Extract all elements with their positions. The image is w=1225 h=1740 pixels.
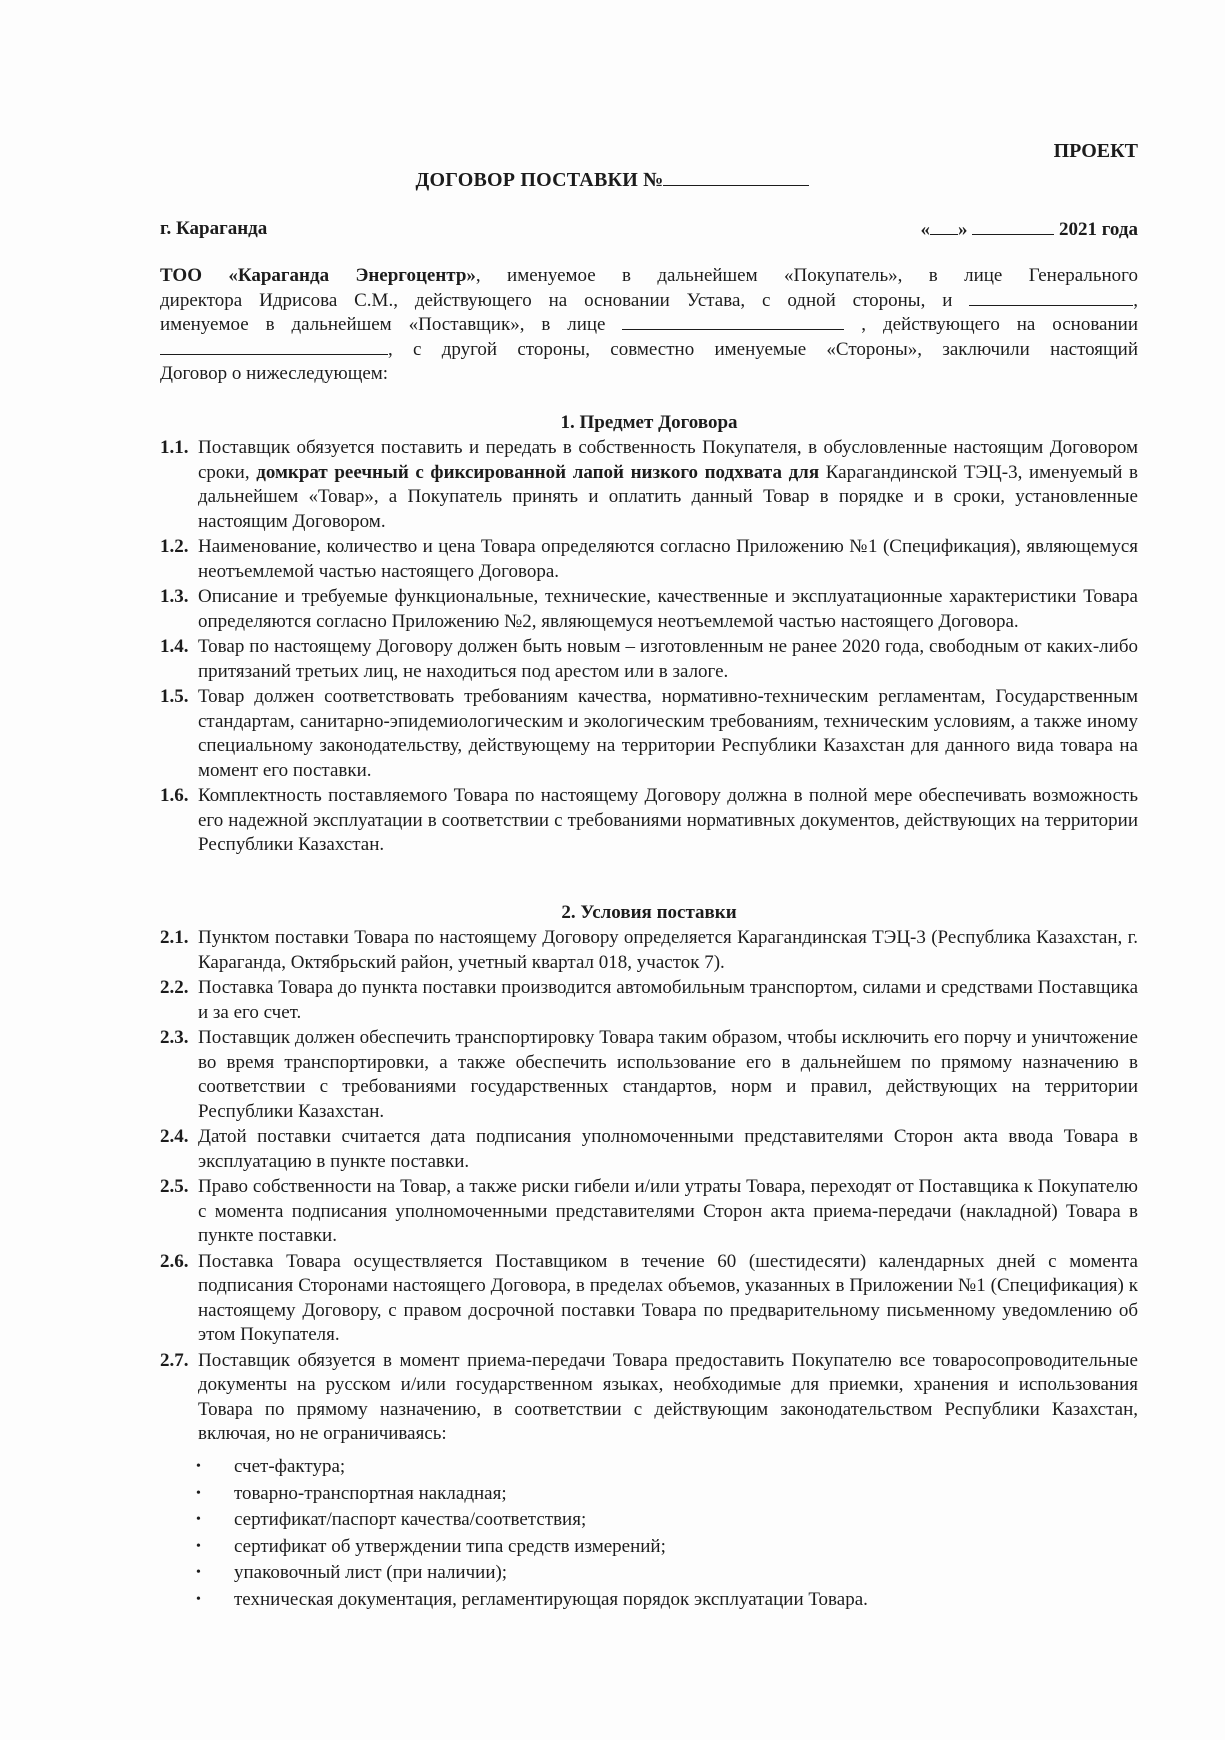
- clause-text: [198, 784, 1138, 858]
- clause-number: 2.4.: [160, 1126, 189, 1147]
- intro-text-3b: , действующего на основании: [861, 314, 1138, 335]
- clause-text-part: Товар по настоящему Договору должен быть новым – изготовленным не ранее 2020 года, свободным от каких-либо притязаний третьих лиц, не находиться под арестом или в залоге.: [198, 636, 1138, 682]
- clause-1-2: [160, 535, 1138, 584]
- draft-label: ПРОЕКТ: [1053, 140, 1138, 162]
- intro-text-4: , с другой стороны, совместно именуемые «Стороны», заключили настоящий: [388, 338, 1138, 360]
- day-blank: [930, 218, 958, 235]
- bullet-icon: •: [196, 1538, 201, 1554]
- clause-1-4: [160, 635, 1138, 684]
- clause-number: 1.4.: [160, 636, 189, 657]
- clause-2-3: [160, 1026, 1138, 1124]
- intro-comma: ,: [1133, 289, 1138, 311]
- date-year: 2021 года: [1059, 219, 1138, 240]
- intro-line-1: [160, 264, 1138, 289]
- clause-number: 1.6.: [160, 785, 189, 806]
- clause-2-7: [160, 1349, 1138, 1447]
- buyer-name: ТОО «Караганда Энергоцентр»: [160, 265, 476, 286]
- intro-paragraph: [160, 264, 1138, 387]
- contract-number-blank: [663, 167, 809, 186]
- intro-line-2: [160, 289, 1138, 314]
- document-title-text: ДОГОВОР ПОСТАВКИ №: [415, 169, 664, 191]
- date-quote-close: »: [958, 219, 968, 240]
- intro-text-3a: именуемое в дальнейшем «Поставщик», в лице: [160, 314, 606, 335]
- document-title: [0, 167, 1225, 192]
- section-2-title: 2. Условия поставки: [561, 902, 737, 923]
- clause-text: Поставщик обязуется в момент приема-передачи Товара предоставить Покупателю все товаросопроводительные документы на русском и/или государственном языках, необходимые для приемки, хранения и использования Товара по прямому назначению, в соответствии с действующим законодательством Республики Казахстан, включая, но не ограничиваясь:: [198, 1349, 1138, 1444]
- section-1-clauses: [160, 436, 1138, 859]
- clause-1-6: [160, 784, 1138, 858]
- clause-1-1: [160, 436, 1138, 534]
- date-field: [921, 218, 1138, 241]
- list-item-text: упаковочный лист (при наличии);: [234, 1562, 508, 1583]
- clause-text-part: Поставщик обязуется поставить и передать в собственность Покупателя, в обусловленные настоящим Договором сроки,: [198, 437, 1138, 483]
- clause-text-bold: домкрат реечный с фиксированной лапой низкого подхвата для: [256, 461, 820, 483]
- list-item-text: счет-фактура;: [234, 1456, 346, 1477]
- intro-line-4: [160, 338, 1138, 363]
- intro-line-3: [160, 313, 1138, 338]
- section-1-title: 1. Предмет Договора: [560, 412, 738, 433]
- clause-number: 2.3.: [160, 1027, 189, 1048]
- clause-number: 2.1.: [160, 927, 189, 948]
- clause-text: [198, 535, 1138, 584]
- list-item: [196, 1507, 1136, 1534]
- bullet-icon: •: [196, 1459, 201, 1474]
- documents-list: [196, 1454, 1136, 1613]
- clause-text: Датой поставки считается дата подписания уполномоченными представителями Сторон акта ввода Товара в эксплуатацию в пункте поставки.: [198, 1126, 1138, 1172]
- clause-number: 2.6.: [160, 1250, 189, 1272]
- bullet-icon: •: [196, 1591, 201, 1607]
- list-item: [196, 1454, 1136, 1481]
- clause-2-1: [160, 926, 1138, 975]
- intro-text-1: , именуемое в дальнейшем «Покупатель», в лице Генерального: [475, 265, 1138, 286]
- clause-text: [198, 585, 1138, 634]
- date-quote-open: «: [920, 219, 931, 240]
- clause-2-2: [160, 976, 1138, 1025]
- clause-text: [198, 635, 1138, 684]
- list-item-text: товарно-транспортная накладная;: [234, 1482, 507, 1504]
- clause-text: Поставка Товара до пункта поставки производится автомобильным транспортом, силами и средствами Поставщика и за его счет.: [198, 977, 1138, 1023]
- clause-text-part: Наименование, количество и цена Товара определяются согласно Приложению №1 (Спецификация), являющемуся неотъемлемой частью настоящего Договора.: [198, 536, 1138, 582]
- list-item: [196, 1481, 1136, 1508]
- clause-text: Поставка Товара осуществляется Поставщиком в течение 60 (шестидесяти) календарных дней с момента подписания Сторонами настоящего Договора, в пределах объемов, указанных в Приложении №1 (Спецификация) к настоящему Договору, с правом досрочной поставки Товара по предварительному письменному уведомлению об этом Покупателя.: [198, 1250, 1138, 1345]
- clause-number: 2.7.: [160, 1349, 189, 1371]
- city-date-row: [160, 218, 1138, 241]
- list-item: [196, 1534, 1136, 1561]
- clause-1-3: [160, 585, 1138, 634]
- supplier-name-blank: [969, 289, 1133, 306]
- clause-text: Право собственности на Товар, а также риски гибели и/или утраты Товара, переходят от Поставщика к Покупателю с момента подписания уполномоченными представителями Сторон акта приема-передачи (накладной) Товара в пункте поставки.: [198, 1176, 1138, 1246]
- representative-blank: [622, 313, 844, 330]
- list-item-text: сертификат об утверждении типа средств измерений;: [234, 1535, 666, 1557]
- list-item-text: сертификат/паспорт качества/соответствия;: [234, 1509, 587, 1530]
- clause-text: [198, 436, 1138, 534]
- list-item-text: техническая документация, регламентирующая порядок эксплуатации Товара.: [234, 1588, 868, 1610]
- basis-blank: [160, 338, 388, 355]
- clause-1-5: [160, 685, 1138, 783]
- list-item: [196, 1587, 1136, 1614]
- clause-text-part: Товар должен соответствовать требованиям качества, нормативно-техническим регламентам, Государственным стандартам, санитарно-эпидемиологическим и экологическим требованиям, техническим условиям, а также иному специальному законодательству, действующему на территории Республики Казахстан для данного вида товара на момент его поставки.: [198, 686, 1138, 781]
- city: г. Караганда: [160, 218, 268, 239]
- clause-number: 2.2.: [160, 977, 189, 998]
- clause-number: 1.3.: [160, 586, 189, 607]
- intro-text-2: директора Идрисова С.М., действующего на основании Устава, с одной стороны, и: [160, 289, 953, 311]
- section-2-clauses: [160, 926, 1138, 1448]
- bullet-icon: •: [196, 1485, 201, 1501]
- clause-number: 1.5.: [160, 686, 189, 707]
- clause-text: Поставщик должен обеспечить транспортировку Товара таким образом, чтобы исключить его порчу и уничтожение во время транспортировки, а также обеспечить использование его в дальнейшем по прямому назначению в соответствии с требованиями государственных стандартов, норм и правил, действующих на территории Республики Казахстан.: [198, 1027, 1138, 1122]
- clause-text-part: Карагандинской ТЭЦ-3, именуемый в дальнейшем «Товар», а Покупатель принять и оплатить данный Товар в порядке и в сроки, установленные настоящим Договором.: [198, 461, 1138, 532]
- bullet-icon: •: [196, 1565, 201, 1580]
- clause-2-5: [160, 1175, 1138, 1249]
- clause-text-part: Описание и требуемые функциональные, технические, качественные и эксплуатационные характеристики Товара определяются согласно Приложению №2, являющемуся неотъемлемой частью настоящего Договора.: [198, 586, 1138, 632]
- bullet-icon: •: [196, 1512, 201, 1527]
- clause-number: 1.2.: [160, 536, 189, 557]
- intro-line-5: Договор о нижеследующем:: [160, 363, 389, 384]
- clause-2-6: [160, 1250, 1138, 1348]
- clause-text: Пунктом поставки Товара по настоящему Договору определяется Карагандинская ТЭЦ-3 (Республика Казахстан, г. Караганда, Октябрьский район, учетный квартал 018, участок 7).: [198, 927, 1138, 973]
- clause-text: [198, 685, 1138, 783]
- clause-text-part: Комплектность поставляемого Товара по настоящему Договору должна в полной мере обеспечивать возможность его надежной эксплуатации в соответствии с требованиями нормативных документов, действующих на территории Республики Казахстан.: [198, 785, 1138, 855]
- month-blank: [972, 218, 1054, 235]
- clause-2-4: [160, 1125, 1138, 1174]
- clause-number: 2.5.: [160, 1176, 189, 1197]
- clause-number: 1.1.: [160, 437, 189, 458]
- list-item: [196, 1560, 1136, 1587]
